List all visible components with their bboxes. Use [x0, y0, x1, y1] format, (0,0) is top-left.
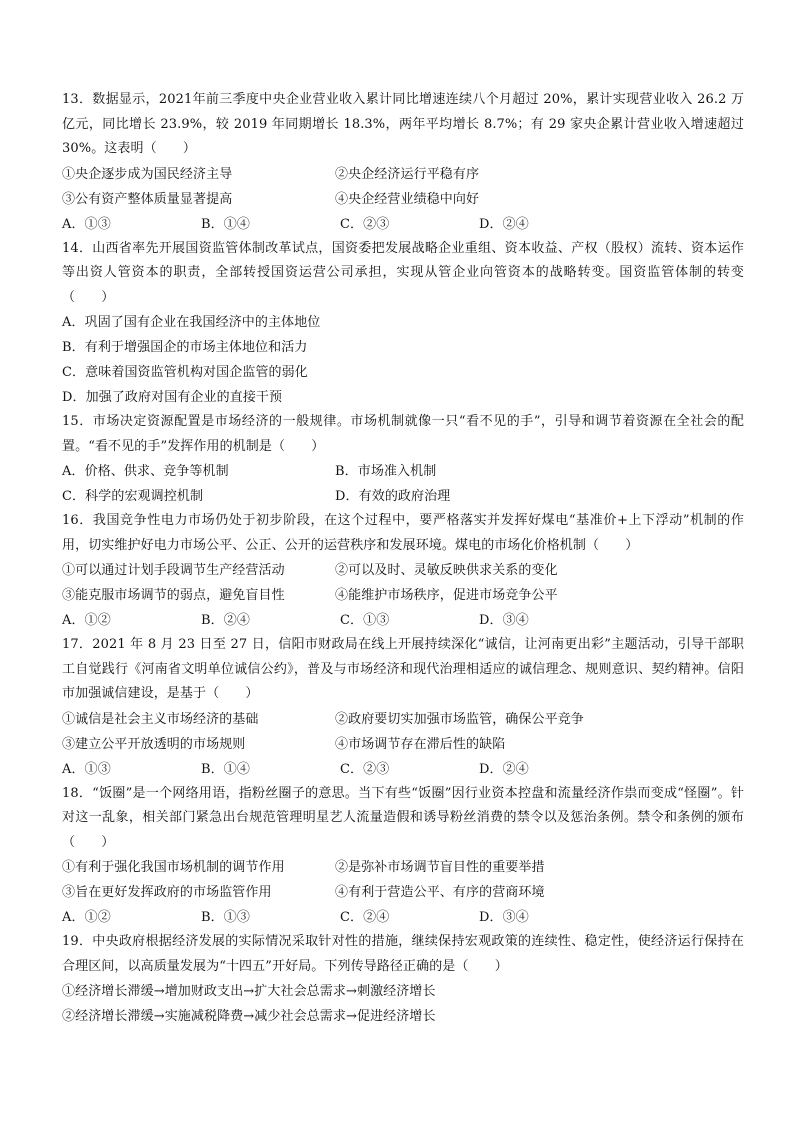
option-d: D．②④: [479, 216, 529, 232]
statement: ②是弥补市场调节盲目性的重要举措: [335, 860, 545, 875]
question-stem: 14．山西省率先开展国资监管体制改革试点，国资委把发展战略企业重组、资本收益、产权（股权）流转、资本运作等出资人管资本的职责，全部转授国资运营公司承担，实现从管企业向管资本的战略转变。国资监管体制的转变（ ）: [62, 240, 744, 305]
statement: ④有利于营造公平、有序的营商环境: [335, 885, 545, 900]
question-list: [62, 88, 744, 1029]
statement: ①可以通过计划手段调节生产经营活动: [62, 563, 285, 578]
option-a: A．①②: [62, 613, 111, 628]
statement-row: [62, 707, 744, 732]
option-row: [62, 757, 744, 782]
question-18: [62, 782, 744, 931]
option-a: A．①②: [62, 910, 111, 925]
option-c: C．②④: [340, 910, 390, 925]
statement-row: [62, 187, 744, 212]
question-stem: 15．市场决定资源配置是市场经济的一般规律。市场机制就像一只“看不见的手”，引导和调节着资源在全社会的配置。“看不见的手”发挥作用的机制是（ ）: [62, 414, 744, 454]
option-a: A．①③: [62, 761, 111, 777]
question-19: [62, 930, 744, 1029]
option-c: C．①③: [340, 613, 390, 628]
statement-row: [62, 880, 744, 905]
statement: ②经济增长滞缓→实施减税降费→减少社会总需求→促进经济增长: [62, 1009, 436, 1024]
option-row: [62, 212, 744, 237]
statement-row: [62, 732, 744, 757]
question-14: [62, 237, 744, 411]
option-d: D．加强了政府对国有企业的直接干预: [62, 390, 283, 405]
option-row: [62, 459, 744, 484]
option-d: D．有效的政府治理: [335, 489, 451, 504]
statement: ①经济增长滞缓→增加财政支出→扩大社会总需求→刺激经济增长: [62, 984, 436, 999]
question-stem: 19．中央政府根据经济发展的实际情况采取针对性的措施，继续保持宏观政策的连续性、稳定性，使经济运行保持在合理区间，以高质量发展为“十四五”开好局。下列传导路径正确的是（ ）: [62, 934, 744, 974]
option-a: A．价格、供求、竞争等机制: [62, 464, 229, 479]
question-stem: 13．数据显示，2021年前三季度中央企业营业收入累计同比增速连续八个月超过 20%，累计实现营业收入 26.2 万亿元，同比增长 23.9%，较 2019 年同期增长 18.3%，两年平均增长 8.7%；有 29 家央企累计营业收入增速超过 30%。这表明（ ）: [62, 92, 744, 156]
statement: ②央企经济运行平稳有序: [335, 166, 480, 182]
question-16: [62, 509, 744, 633]
statement-row: [62, 558, 744, 583]
statement: ①诚信是社会主义市场经济的基础: [62, 711, 259, 727]
option-b: B．①③: [201, 910, 250, 925]
statement-row: [62, 583, 744, 608]
question-stem: 18．“饭圈”是一个网络用语，指粉丝圈子的意思。当下有些“饭圈”因行业资本控盘和流量经济作祟而变成“怪圈”。针对这一乱象，相关部门紧急出台规范管理明星艺人流量造假和诱导粉丝消费的禁令以及惩治条例。禁令和条例的颁布（ ）: [62, 785, 744, 850]
option-b: B．①④: [201, 761, 250, 777]
option-b: B．①④: [201, 216, 250, 232]
option-b: B．市场准入机制: [335, 464, 437, 479]
option-c: C．意味着国资监管机构对国企监管的弱化: [62, 365, 308, 380]
question-15: [62, 410, 744, 509]
question-stem: 16．我国竞争性电力市场仍处于初步阶段，在这个过程中，要严格落实并发挥好煤电“基准价+上下浮动”机制的作用，切实维护好电力市场公平、公正、公开的运营秩序和发展环境。煤电的市场化价格机制（ ）: [62, 513, 744, 553]
statement: ②政府要切实加强市场监管，确保公平竞争: [335, 711, 584, 727]
option-d: D．③④: [479, 910, 529, 925]
option-a: A．①③: [62, 216, 111, 232]
statement: ③建立公平开放透明的市场规则: [62, 736, 246, 752]
statement: ④央企经营业绩稳中向好: [335, 191, 480, 207]
option-c: C．科学的宏观调控机制: [62, 489, 204, 504]
statement: ②可以及时、灵敏反映供求关系的变化: [335, 563, 558, 578]
statement: ④市场调节存在滞后性的缺陷: [335, 736, 506, 752]
question-13: [62, 88, 744, 237]
statement-row: [62, 162, 744, 187]
option-d: D．②④: [479, 761, 529, 777]
option-b: B．②④: [201, 613, 250, 628]
question-stem: 17．2021 年 8 月 23 日至 27 日，信阳市财政局在线上开展持续深化“诚信，让河南更出彩”主题活动，引导干部职工自觉践行《河南省文明单位诚信公约》，普及与市场经济和现代治理相适应的诚信理念、规则意识、契约精神。信阳市加强诚信建设，是基于（ ）: [62, 637, 744, 701]
statement: ③能克服市场调节的弱点，避免盲目性: [62, 588, 285, 603]
option-row: [62, 608, 744, 633]
option-a: A．巩固了国有企业在我国经济中的主体地位: [62, 315, 321, 330]
option-b: B．有利于增强国企的市场主体地位和活力: [62, 340, 308, 355]
statement-row: [62, 855, 744, 880]
question-17: [62, 633, 744, 782]
statement: ④能维护市场秩序，促进市场竞争公平: [335, 588, 558, 603]
statement: ①有利于强化我国市场机制的调节作用: [62, 860, 285, 875]
option-d: D．③④: [479, 613, 529, 628]
statement: ①央企逐步成为国民经济主导: [62, 166, 233, 182]
option-row: [62, 905, 744, 930]
option-c: C．②③: [340, 761, 390, 777]
statement: ③公有资产整体质量显著提高: [62, 191, 233, 207]
option-c: C．②③: [340, 216, 390, 232]
option-row: [62, 484, 744, 509]
statement: ③旨在更好发挥政府的市场监管作用: [62, 885, 272, 900]
